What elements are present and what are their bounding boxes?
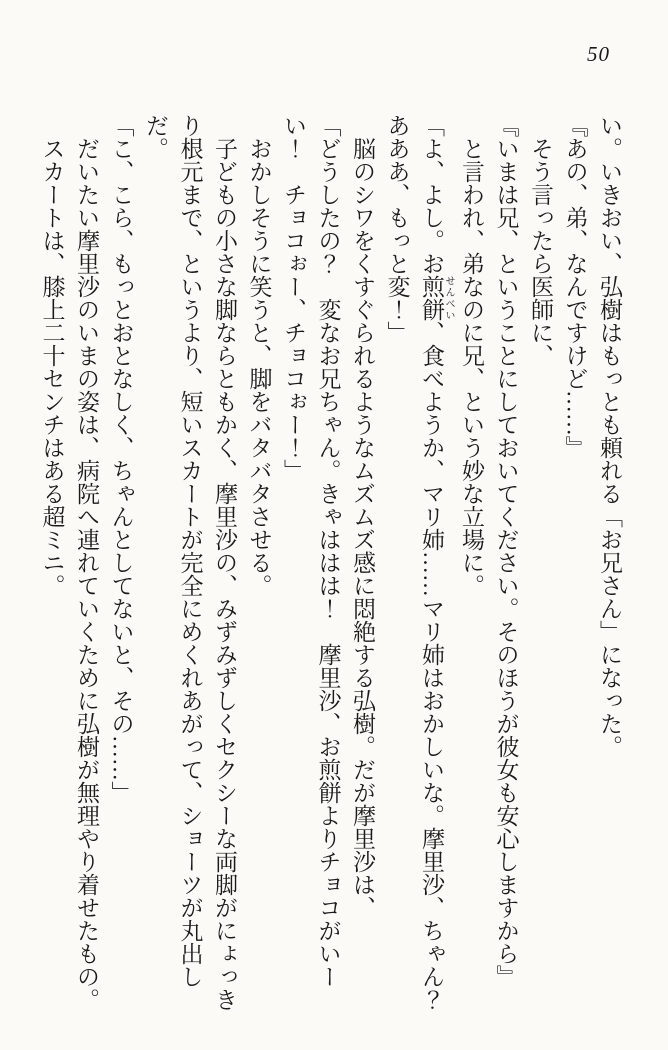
paragraph-9: おかしそうに笑うと、脚をバタバタさせる。 bbox=[246, 114, 272, 597]
ruby-base: 煎餅 bbox=[419, 275, 444, 321]
page-number: 50 bbox=[587, 42, 610, 66]
paragraph-13: スカートは、膝上二十センチはある超ミニ。 bbox=[39, 114, 65, 597]
ruby-furigana: せんべい bbox=[443, 275, 454, 321]
paragraph-4: 『いまは兄、ということにしておいてください。そのほうが彼女も安心しますから』 bbox=[493, 114, 519, 988]
paragraph-10: 子どもの小さな脚ならともかく、摩里沙の、みずみずしくセクシーな両脚がにょっきり根元まで、というより、短いスカートが完全にめくれあがって、ショーツが丸出しだ。 bbox=[143, 114, 237, 1011]
paragraph-1: い。いきおい、弘樹はもっとも頼れる「お兄さん」になった。 bbox=[597, 114, 622, 758]
paragraph-2: 『あの、弟、なんですけど……』 bbox=[562, 114, 588, 459]
paragraph-6-rest: 、食べようか、マリ姉……マリ姉はおかしいな。摩里沙、ちゃん？ あああ、もっと変！」 bbox=[384, 114, 444, 1034]
paragraph-7: 脳のシワをくすぐられるようなムズムズ感に悶絶する弘樹。だが摩里沙は、 bbox=[350, 114, 375, 919]
paragraph-5: と言われ、弟なのに兄、という妙な立場に。 bbox=[459, 114, 484, 597]
ruby-senbei bbox=[419, 275, 454, 321]
paragraph-12: だいたい摩里沙のいまの姿は、病院へ連れていくために弘樹が無理やり着せたもの。 bbox=[74, 114, 99, 1011]
paragraph-11: 「こ、こら、もっとおとなしく、ちゃんとしてないと、その……」 bbox=[108, 114, 134, 804]
paragraph-6-lead: 「よ、よし。お bbox=[419, 114, 444, 275]
paragraph-3: そう言ったら医師に、 bbox=[528, 114, 553, 367]
paragraph-8: 「どうしたの？ 変なお兄ちゃん。きゃははは！ 摩里沙、お煎餅よりチョコがいーい！ チョコぉー、チョコぉー！」 bbox=[281, 114, 341, 988]
vertical-text-block bbox=[36, 114, 626, 1034]
paragraph-6 bbox=[379, 114, 454, 1034]
